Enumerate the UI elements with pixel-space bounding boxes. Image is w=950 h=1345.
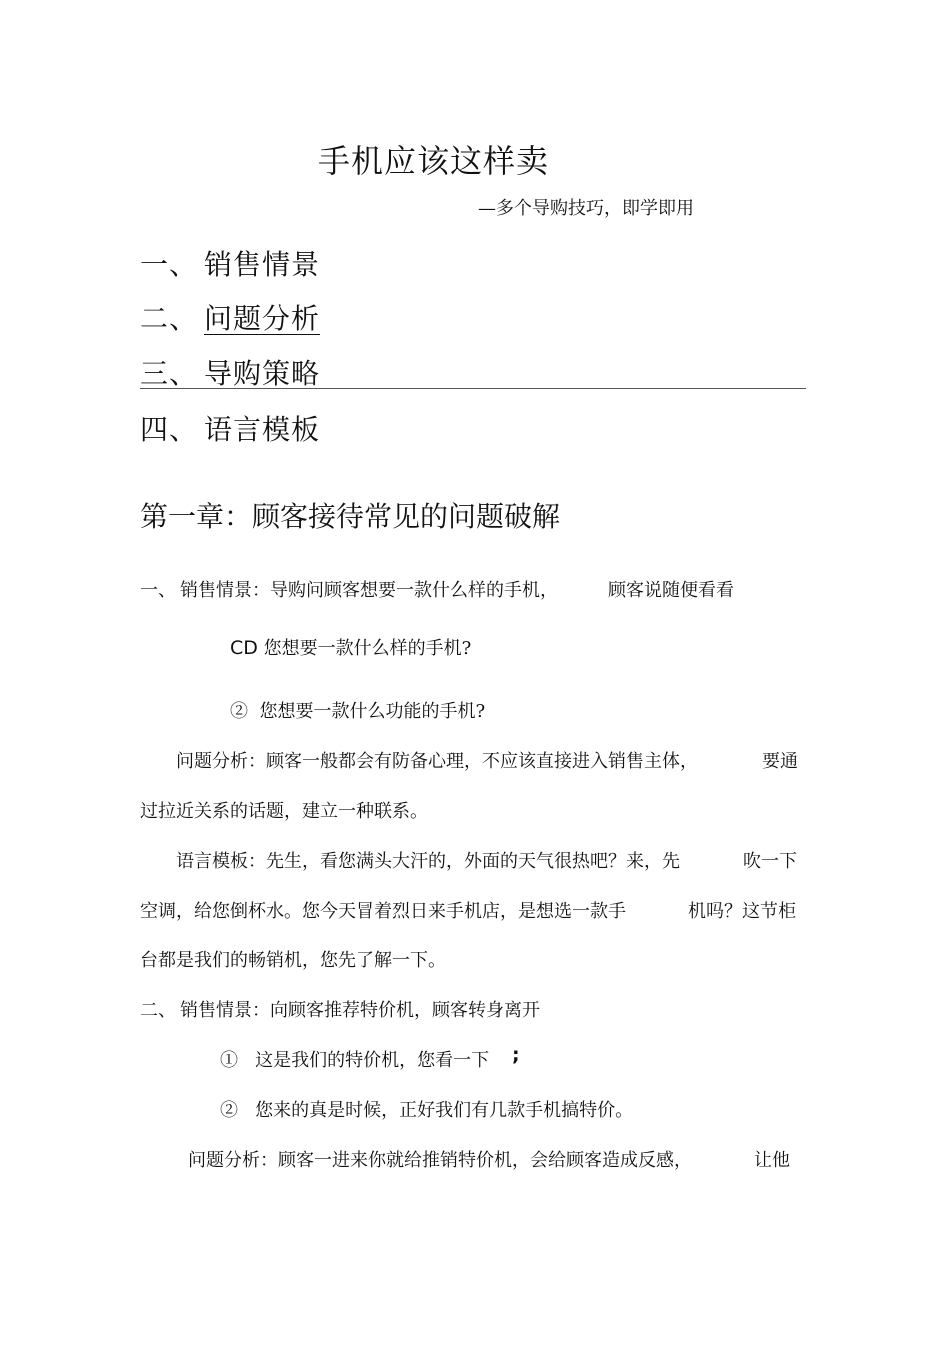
section-1-option-2: [230, 697, 485, 723]
toc-label: 导购策略: [204, 357, 321, 390]
section-number: 二、: [140, 1000, 176, 1021]
option-marker: ①: [220, 1050, 238, 1071]
toc-label: 问题分析: [204, 302, 321, 335]
option-marker: ②: [220, 1100, 238, 1121]
toc-item-4: [140, 408, 320, 448]
horizontal-rule: [140, 388, 806, 389]
option-text: 您想要一款什么功能的手机?: [259, 701, 486, 722]
section-2-option-2: [220, 1096, 633, 1122]
toc-item-1: [140, 243, 320, 283]
option-text: 这是我们的特价机，您看一下: [255, 1050, 490, 1071]
option-text: 您想要一款什么样的手机?: [263, 638, 472, 659]
toc-label: 语言模板: [204, 413, 321, 446]
section-1-template-line-1: 语言模板：先生，看您满头大汗的，外面的天气很热吧？来，先: [176, 851, 680, 872]
section-2-analysis-line-1-tail: 让他: [754, 1150, 790, 1171]
section-1-analysis-line-2: 过拉近关系的话题，建立一种联系。: [140, 801, 428, 822]
heading-text: 销售情景：向顾客推荐特价机，顾客转身离开: [180, 1000, 540, 1021]
section-1-option-1: [230, 634, 471, 660]
toc-number: 三、: [140, 357, 199, 390]
toc-number: 四、: [140, 413, 199, 446]
section-1-template-line-2-tail: 机吗？这节柜: [688, 901, 796, 922]
option-text: 您来的真是时候，正好我们有几款手机搞特价。: [255, 1100, 634, 1121]
document-title: 手机应该这样卖: [318, 142, 550, 180]
toc-number: 一、: [140, 248, 199, 281]
toc-label: 销售情景: [204, 248, 321, 281]
toc-number: 二、: [140, 302, 199, 335]
section-1-template-line-2: 空调，给您倒杯水。您今天冒着烈日来手机店，是想选一款手: [140, 901, 626, 922]
section-2-heading: [140, 996, 540, 1022]
section-1-analysis-line-1-tail: 要通: [762, 751, 798, 772]
option-marker: ②: [230, 701, 248, 722]
section-number: 一、: [140, 580, 176, 601]
section-2-option-1: [220, 1046, 489, 1072]
section-2-analysis-line-1: 问题分析：顾客一进来你就给推销特价机，会给顾客造成反感，: [188, 1150, 692, 1171]
option-marker: CD: [230, 637, 258, 659]
section-1-heading: [140, 576, 558, 602]
section-1-template-line-1-tail: 吹一下: [743, 851, 797, 872]
section-1-analysis-line-1: 问题分析：顾客一般都会有防备心理，不应该直接进入销售主体，: [176, 751, 698, 772]
section-1-heading-tail: 顾客说随便看看: [608, 580, 734, 601]
document-subtitle: —多个导购技巧，即学即用: [478, 198, 694, 219]
heading-text: 销售情景：导购问顾客想要一款什么样的手机，: [180, 580, 558, 601]
chapter-title: 第一章：顾客接待常见的问题破解: [140, 500, 561, 533]
toc-item-2: [140, 297, 320, 337]
toc-item-3: [140, 352, 320, 392]
section-1-template-line-3: 台都是我们的畅销机，您先了解一下。: [140, 950, 446, 971]
section-2-option-1-semicolon: ;: [512, 1044, 520, 1066]
